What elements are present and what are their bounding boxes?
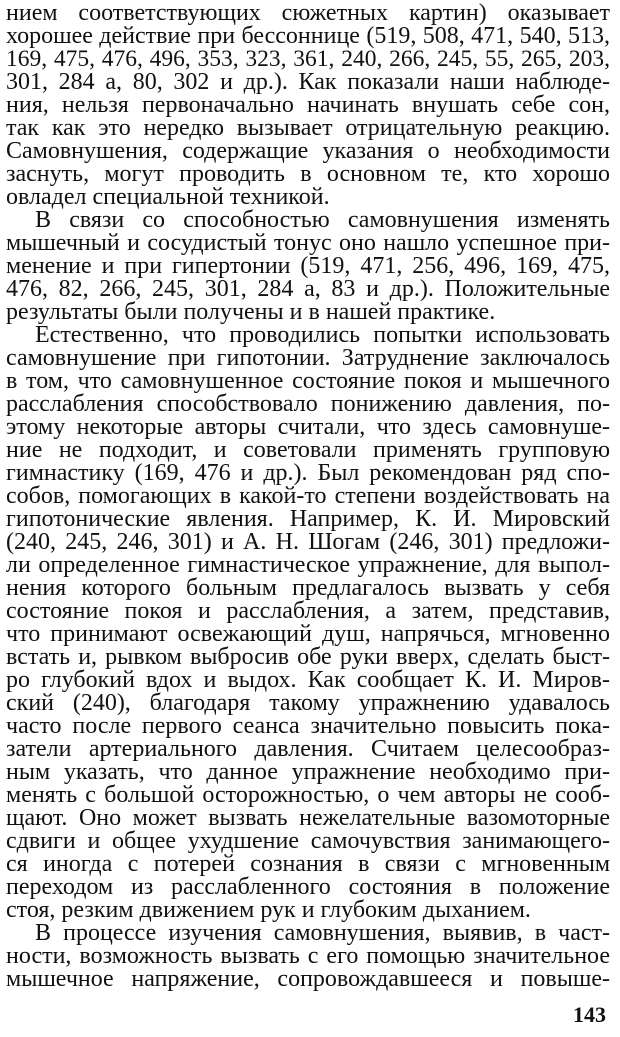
paragraph-first-line: В процессе изучения самовнушения, выявив, в част-	[35, 920, 610, 946]
text-line: ся иногда с потерей сознания в связи с мгновенным	[6, 851, 610, 877]
text-line: состояние покоя и расслабления, а затем, представив,	[6, 598, 610, 624]
text-line: собов, помогающих в какой-то степени воздействовать на	[6, 483, 610, 509]
text-line: стоя, резким движением рук и глубоким дыханием.	[6, 897, 531, 923]
text-line: ности, возможность вызвать с его помощью значительное	[6, 943, 610, 969]
text-line: ли определенное гимнастическое упражнение, для выпол-	[6, 552, 610, 578]
text-line: (240, 245, 246, 301) и А. Н. Шогам (246, 301) предложи-	[6, 529, 610, 555]
text-line: результаты были получены и в нашей практике.	[6, 299, 496, 325]
text-line: этому некоторые авторы считали, что здесь самовнуше-	[6, 414, 610, 440]
text-line: сдвиги и общее ухудшение самочувствия занимающего-	[6, 828, 610, 854]
text-line: что принимают освежающий душ, напрячься, мгновенно	[6, 621, 610, 647]
text-line: 169, 475, 476, 496, 353, 323, 361, 240, 266, 245, 55, 265, 203,	[6, 46, 610, 72]
text-line: встать и, рывком выбросив обе руки вверх, сделать быст-	[6, 644, 610, 670]
text-line: ния, нельзя первоначально начинать внушать себе сон,	[6, 92, 610, 118]
text-line: ский (240), благодаря такому упражнению удавалось	[6, 690, 610, 716]
text-line: мышечный и сосудистый тонус оно нашло успешное при-	[6, 230, 610, 256]
text-line: хорошее действие при бессоннице (519, 508, 471, 540, 513,	[6, 23, 610, 49]
text-line: менение и при гипертонии (519, 471, 256, 496, 169, 475,	[6, 253, 610, 279]
text-line: переходом из расслабленного состояния в положение	[6, 874, 610, 900]
page-number: 143	[573, 1002, 606, 1027]
text-line: гимнастику (169, 476 и др.). Был рекомендован ряд спо-	[6, 460, 610, 486]
text-line: мышечное напряжение, сопровождавшееся и повыше-	[6, 966, 610, 992]
text-line: заснуть, могут проводить в основном те, кто хорошо	[6, 161, 610, 187]
paragraph-first-line: В связи со способностью самовнушения изменять	[35, 207, 610, 233]
text-line: 301, 284 а, 80, 302 и др.). Как показали наши наблюде-	[6, 69, 610, 95]
text-line: 476, 82, 266, 245, 301, 284 а, 83 и др.). Положительные	[6, 276, 610, 302]
text-line: менять с большой осторожностью, о чем авторы не сооб-	[6, 782, 610, 808]
text-line: так как это нередко вызывает отрицательную реакцию.	[6, 115, 610, 141]
text-line: щают. Оно может вызвать нежелательные вазомоторные	[6, 805, 610, 831]
text-line: самовнушение при гипотонии. Затруднение заключалось	[6, 345, 610, 371]
text-line: ро глубокий вдох и выдох. Как сообщает К. И. Миров-	[6, 667, 610, 693]
text-line: нием соответствующих сюжетных картин) оказывает	[6, 0, 610, 26]
text-line: Самовнушения, содержащие указания о необходимости	[6, 138, 610, 164]
text-line: затели артериального давления. Считаем целесообраз-	[6, 736, 610, 762]
text-line: часто после первого сеанса значительно повысить пока-	[6, 713, 610, 739]
text-line: гипотонические явления. Например, К. И. Мировский	[6, 506, 610, 532]
text-line: в том, что самовнушенное состояние покоя и мышечного	[6, 368, 610, 394]
paragraph-first-line: Естественно, что проводились попытки использовать	[35, 322, 610, 348]
text-line: ние не подходит, и советовали применять групповую	[6, 437, 610, 463]
text-line: нения которого больным предлагалось вызвать у себя	[6, 575, 610, 601]
text-line: ным указать, что данное упражнение необходимо при-	[6, 759, 610, 785]
text-line: овладел специальной техникой.	[6, 184, 330, 210]
text-line: расслабления способствовало понижению давления, по-	[6, 391, 610, 417]
